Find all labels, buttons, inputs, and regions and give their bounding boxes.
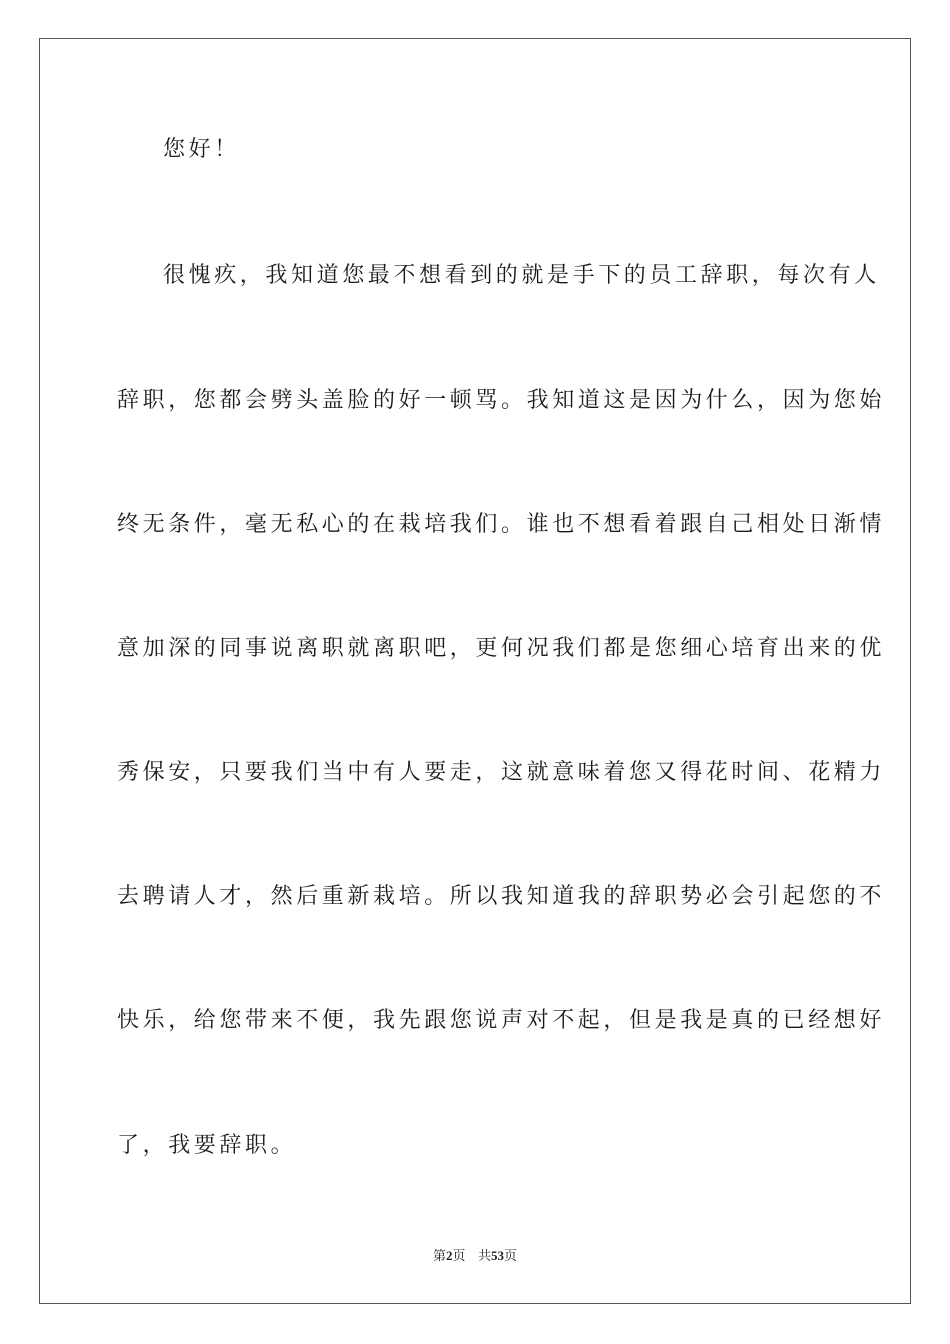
page-footer [0, 1247, 950, 1266]
footer-total-pages: 53 [490, 1248, 504, 1263]
paragraph-line-7: 快乐，给您带来不便，我先跟您说声对不起，但是我是真的已经想好 [117, 1008, 886, 1033]
paragraph-line-2: 辞职，您都会劈头盖脸的好一顿骂。我知道这是因为什么，因为您始 [117, 388, 886, 413]
footer-total-prefix: 共 [477, 1249, 491, 1264]
paragraph-line-5: 秀保安，只要我们当中有人要走，这就意味着您又得花时间、花精力 [117, 760, 886, 785]
paragraph-line-4: 意加深的同事说离职就离职吧，更何况我们都是您细心培育出来的优 [117, 636, 886, 661]
footer-total-suffix: 页 [503, 1249, 517, 1264]
paragraph-line-8: 了，我要辞职。 [117, 1133, 297, 1158]
footer-page-prefix: 第 [433, 1249, 447, 1264]
paragraph-line-6: 去聘请人才，然后重新栽培。所以我知道我的辞职势必会引起您的不 [117, 884, 886, 909]
footer-page-suffix: 页 [452, 1249, 466, 1264]
paragraph-line-3: 终无条件，毫无私心的在栽培我们。谁也不想看着跟自己相处日渐情 [117, 512, 886, 537]
greeting: 您好！ [163, 137, 240, 162]
page-border [39, 38, 911, 1304]
footer-page-number: 2 [446, 1248, 453, 1263]
paragraph-line-1: 很愧疚，我知道您最不想看到的就是手下的员工辞职，每次有人 [163, 263, 880, 288]
